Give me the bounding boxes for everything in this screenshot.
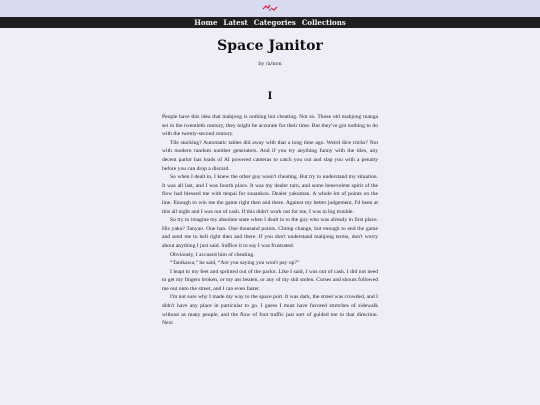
site-logo-icon[interactable] [262,4,278,12]
nav-collections-link[interactable]: Collections [301,18,346,27]
story-body [162,113,378,328]
main-nav [0,17,540,28]
nav-home-link[interactable]: Home [194,18,218,27]
story-paragraph: So try to imagine my absolute state when I dealt in to the guy who was already in first place. His yaku? Tanyao. One han. One thousand points. Chimp change, but enough to end the game and send me to hell right then and there. If you don't understand mahjong terms, don't worry about anything I just said. Suffice it to say I was frustrated. [162,217,378,249]
story-paragraph: I leapt to my feet and sprinted out of the parlor. Like I said, I was out of cash. I did not need to get my fingers broken, or my ass beaten, or any of my shit stolen. Curses and shouts followed me out onto the street, and I ran even faster. [162,268,378,292]
nav-categories-link[interactable]: Categories [253,18,296,27]
chapter-heading: I [267,91,273,102]
story-paragraph: People have this idea that mahjong is nothing but cheating. Not so. Those old mahjong manga set in the twentieth century, they might be accurate for their time. But they've got nothing to do with the twenty-second century. [162,114,378,138]
story-byline[interactable]: by /a/non [258,61,282,67]
story-title: Space Janitor [217,38,323,54]
nav-latest-link[interactable]: Latest [223,18,248,27]
story-paragraph: Obviously, I accused him of cheating. [170,251,255,258]
story-paragraph: Tile stacking? Automatic tables did away with that a long time ago. Weird dice tricks? Not with modern random number generators. And if you try anything funny with the tiles, any decent parlor has loads of AI powered cameras to catch you out and slap you with a penalty before you can drop a discard. [162,139,378,172]
story-paragraph: I'm not sure why I made my way to the space port. It was dark, the street was crowded, and I didn't have any place in particular to go. I guess I must have favored stretches of sidewalk without as many people, and the flow of foot traffic just sort of guided me in that direction. Next [162,294,378,327]
story-paragraph: “Tanikawa,” he said, “Are you saying you won't pay up?” [170,260,300,267]
story-paragraph: So when I dealt in, I knew the other guy wasn't cheating. But try to understand my situation. It was all last, and I was fourth place. It was my dealer turn, and some benevolent spirit of the flow had blessed me with tenpai for suuankou. Dealer yakuman. A whole lot of points on the line. Enough to win me the game right then and there. Against my better judgement, I'd been at this all night and I was out of cash. If this didn't work out for me, I was in big trouble. [162,174,378,215]
header-band [0,0,540,17]
